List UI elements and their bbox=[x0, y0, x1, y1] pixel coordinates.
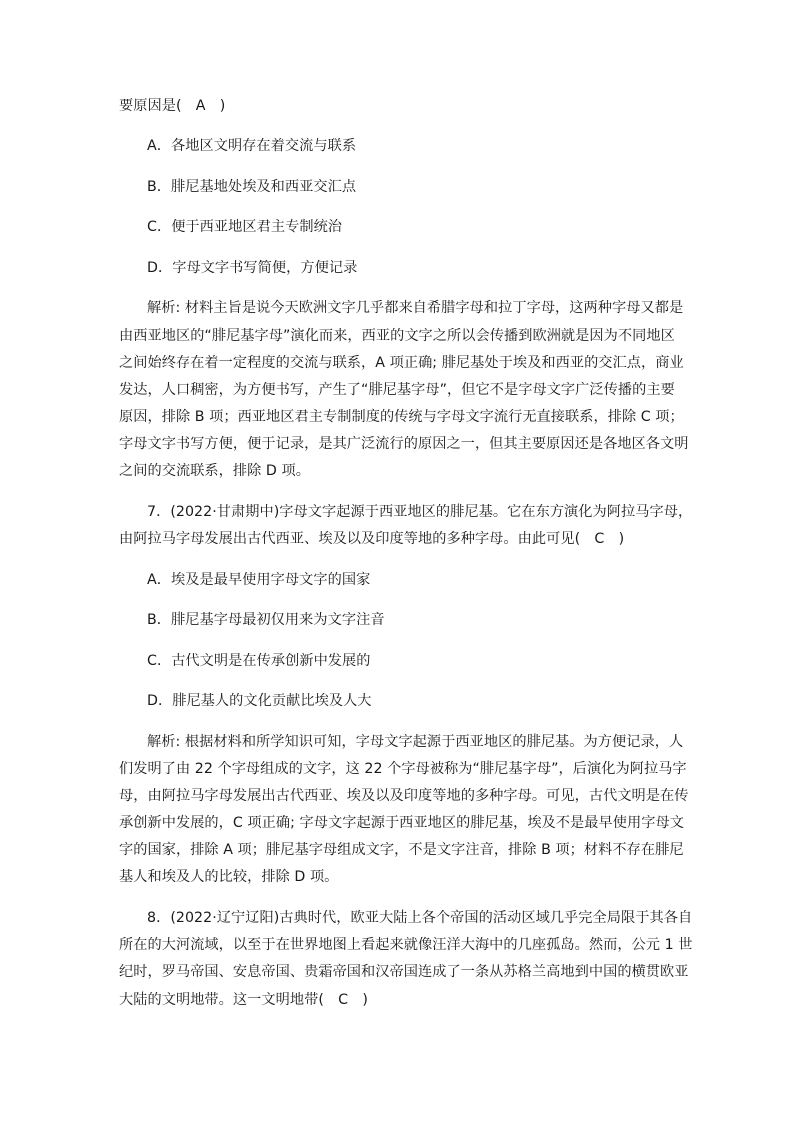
q7-option-d: D．腓尼基人的文化贡献比埃及人大 bbox=[147, 693, 372, 709]
q6-analysis-line-3: 之间始终存在着一定程度的交流与联系，A 项正确; 腓尼基处于埃及和西亚的交汇点，商业 bbox=[119, 355, 684, 371]
q7-analysis-label: 解析 bbox=[147, 734, 176, 750]
q6-option-c: C．便于西亚地区君主专制统治 bbox=[147, 219, 343, 235]
q7-stem-line-1: 7．(2022·甘肃期中)字母文字起源于西亚地区的腓尼基。它在东方演化为阿拉马字母， bbox=[147, 504, 693, 520]
q6-analysis-line-2: 由西亚地区的“腓尼基字母”演化而来，西亚的文字之所以会传播到欧洲就是因为不同地区 bbox=[119, 328, 675, 344]
q6-stem-tail: 要原因是( A ) bbox=[119, 98, 226, 114]
q7-analysis-line-6: 基人和埃及人的比较，排除 D 项。 bbox=[119, 869, 339, 885]
q6-option-b: B．腓尼基地处埃及和西亚交汇点 bbox=[147, 179, 357, 195]
q7-analysis-text-1: : 根据材料和所学知识可知，字母文字起源于西亚地区的腓尼基。为方便记录，人 bbox=[175, 734, 684, 750]
q8-stem-line-2: 所在的大河流域，以至于在世界地图上看起来就像汪洋大海中的几座孤岛。然而，公元 1 世 bbox=[119, 937, 693, 953]
q7-analysis-line-3: 母，由阿拉马字母发展出古代西亚、埃及以及印度等地的多种字母。可见，古代文明是在传 bbox=[119, 788, 689, 804]
q6-analysis-line-7: 之间的交流联系，排除 D 项。 bbox=[119, 463, 310, 479]
q8-stem-line-4: 大陆的文明地带。这一文明地带( C ) bbox=[119, 992, 368, 1008]
q7-stem-line-2: 由阿拉马字母发展出古代西亚、埃及以及印度等地的多种字母。由此可见( C ) bbox=[119, 531, 625, 547]
q6-analysis-line-6: 字母文字书写方便，便于记录，是其广泛流行的原因之一，但其主要原因还是各地区各文明 bbox=[119, 436, 689, 452]
q7-analysis-line-4: 承创新中发展的，C 项正确; 字母文字起源于西亚地区的腓尼基，埃及不是最早使用字母文 bbox=[119, 815, 684, 831]
q6-analysis-line-5: 原因，排除 B 项；西亚地区君主专制制度的传统与字母文字流行无直接联系，排除 C 项； bbox=[119, 409, 684, 425]
q6-analysis-label: 解析 bbox=[147, 300, 176, 316]
q7-option-b: B．腓尼基字母最初仅用来为文字注音 bbox=[147, 612, 385, 628]
q7-analysis-line-1 bbox=[147, 732, 683, 752]
q8-stem-line-1: 8．(2022·辽宁辽阳)古典时代，欧亚大陆上各个帝国的活动区域几乎完全局限于其各自 bbox=[147, 910, 693, 926]
q7-option-c: C．古代文明是在传承创新中发展的 bbox=[147, 653, 371, 669]
q7-analysis-line-2: 们发明了由 22 个字母组成的文字，这 22 个字母被称为“腓尼基字母”，后演化为阿拉马字 bbox=[119, 761, 687, 777]
q6-option-a: A．各地区文明存在着交流与联系 bbox=[147, 138, 357, 154]
q7-analysis-line-5: 字的国家，排除 A 项；腓尼基字母组成文字，不是文字注音，排除 B 项；材料不存在腓尼 bbox=[119, 842, 684, 858]
q6-option-d: D．字母文字书写简便，方便记录 bbox=[147, 260, 358, 276]
q8-stem-line-3: 纪时，罗马帝国、安息帝国、贵霜帝国和汉帝国连成了一条从苏格兰高地到中国的横贯欧亚 bbox=[119, 964, 689, 980]
q6-analysis-text-1: : 材料主旨是说今天欧洲文字几乎都来自希腊字母和拉丁字母，这两种字母又都是 bbox=[175, 300, 684, 316]
q6-analysis-line-4: 发达，人口稠密，为方便书写，产生了“腓尼基字母”，但它不是字母文字广泛传播的主要 bbox=[119, 382, 675, 398]
q7-option-a: A．埃及是最早使用字母文字的国家 bbox=[147, 572, 371, 588]
q6-analysis-line-1 bbox=[147, 298, 683, 318]
